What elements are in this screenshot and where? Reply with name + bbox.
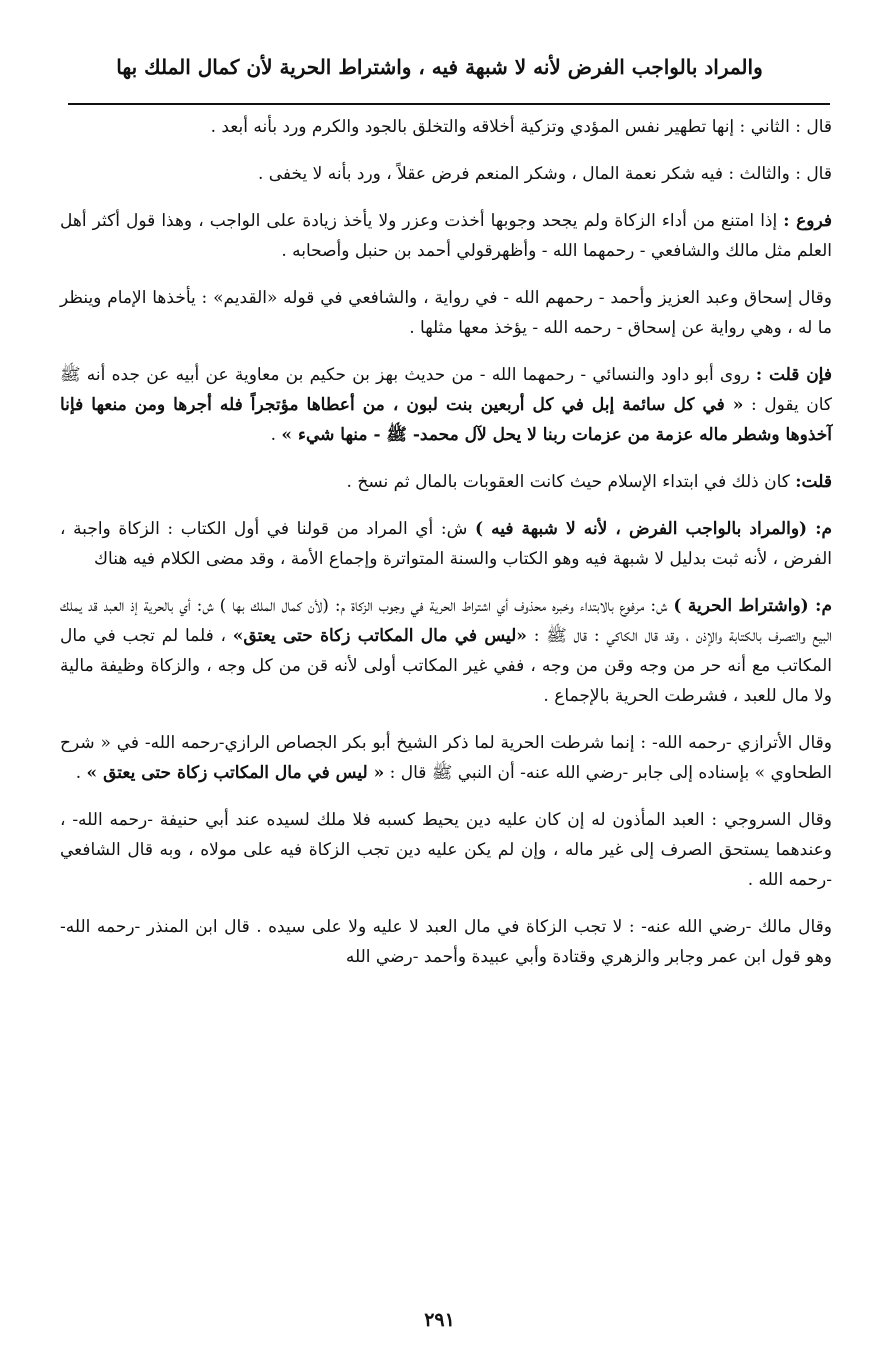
paragraph-lead: م: (والمراد بالواجب الفرض ، لأنه لا شبهة فيه ) [474, 519, 832, 539]
paragraph-8 [60, 591, 832, 711]
paragraph-lead: فروع : [783, 211, 832, 231]
paragraph-text: وقال مالك -رضي الله عنه- : لا تجب الزكاة في مال العبد لا عليه ولا على سيده . قال ابن المنذر -رحمه الله- وهو قول ابن عمر وجابر والزهري وقتادة وأبي عبيدة وأحمد -رضي الله [60, 917, 832, 967]
paragraph-3 [60, 206, 832, 266]
paragraph-4 [60, 283, 832, 343]
text-body [60, 112, 832, 989]
paragraph-lead: فإن قلت : [755, 365, 832, 385]
paragraph-10 [60, 805, 832, 895]
paragraph-tail: . [75, 763, 87, 783]
hadith-quote: «ليس في مال المكاتب زكاة حتى يعتق» [232, 626, 527, 646]
paragraph-lead: قلت: [795, 472, 832, 492]
paragraph-2 [60, 159, 832, 189]
hadith-quote: « في كل سائمة إبل في كل أربعين بنت لبون ، من أعطاها مؤتجراً فله أجرها ومن منعها فإنا آخذوها وشطر ماله عزمة من عزمات ربنا لا يحل لآل محمد- ﷺ - منها شيء » [60, 395, 832, 445]
paragraph-9 [60, 728, 832, 788]
paragraph-text: وقال السروجي : العبد المأذون له إن كان عليه دين يحيط كسبه فلا ملك لسيده عند أبي حنيفة -رحمه الله- ، وعندهما يستحق الصرف إلى غير ماله ، وإن لم يكن عليه دين تجب الزكاة فيه على مولاه ، وبه قال الشافعي -رحمه الله . [60, 810, 832, 890]
paragraph-text: روى أبو داود والنسائي - رحمهما الله - من حديث بهز بن حكيم بن معاوية عن أبيه عن جده أنه ﷺ كان يقول : [60, 365, 832, 415]
paragraph-lead: م: (واشتراط الحرية ) [673, 596, 832, 616]
paragraph-text: كان ذلك في ابتداء الإسلام حيث كانت العقوبات بالمال ثم نسخ . [346, 472, 796, 492]
paragraph-7 [60, 514, 832, 574]
paragraph-tail: . [270, 425, 282, 445]
paragraph-text: إذا امتنع من أداء الزكاة ولم يجحد وجوبها أخذت وعزر ولا يأخذ زيادة على الواجب ، وهذا قول أكثر أهل العلم مثل مالك والشافعي - رحمهما الله - وأظهرقولي أحمد بن حنبل وأصحابه . [60, 211, 832, 261]
paragraph-11 [60, 912, 832, 972]
paragraph-tail: ، فلما لم تجب في مال المكاتب مع أنه حر من وجه وقن من وجه ، ففي غير المكاتب أولى لأنه قن من كل وجه ، والزكاة وظيفة مالية ولا مال للعبد ، فشرطت الحرية بالإجماع . [60, 626, 832, 706]
hadith-quote: « ليس في مال المكاتب زكاة حتى يعتق » [86, 763, 385, 783]
paragraph-5 [60, 360, 832, 450]
running-header: والمراد بالواجب الفرض لأنه لا شبهة فيه ، واشتراط الحرية لأن كمال الملك بها [116, 55, 763, 79]
header-divider [68, 103, 830, 105]
paragraph-text: ش: مرفوع بالابتداء وخبره محذوف أي اشتراط الحرية في وجوب الزكاة م: (لأن كمال الملك بها ) ش: أي بالحرية إذ العبد قد يملك البيع والتصرف بالكتابة والإذن ، وقد قال الكاكي : قال ﷺ : [60, 596, 832, 646]
paragraph-6 [60, 467, 832, 497]
page-number: ٢٩١ [424, 1309, 455, 1331]
paragraph-text: وقال الأترازي -رحمه الله- : إنما شرطت الحرية لما ذكر الشيخ أبو بكر الجصاص الرازي-رحمه الله- في « شرح الطحاوي » بإسناده إلى جابر -رضي الله عنه- أن النبي ﷺ قال : [60, 733, 832, 783]
paragraph-text: وقال إسحاق وعبد العزيز وأحمد - رحمهم الله - في رواية ، والشافعي في قوله «القديم» : يأخذها الإمام وينظر ما له ، وهي رواية عن إسحاق - رحمه الله - يؤخذ معها مثلها . [60, 288, 832, 338]
paragraph-text: ش: أي المراد من قولنا في أول الكتاب : الزكاة واجبة ، الفرض ، لأنه ثبت بدليل لا شبهة فيه وهو الكتاب والسنة المتواترة وإجماع الأمة ، وقد مضى الكلام فيه هناك [60, 519, 832, 569]
paragraph-text: قال : والثالث : فيه شكر نعمة المال ، وشكر المنعم فرض عقلاً ، ورد بأنه لا يخفى . [257, 164, 832, 184]
paragraph-1 [60, 112, 832, 142]
paragraph-text: قال : الثاني : إنها تطهير نفس المؤدي وتزكية أخلاقه والتخلق بالجود والكرم ورد بأنه أبعد . [210, 117, 832, 137]
